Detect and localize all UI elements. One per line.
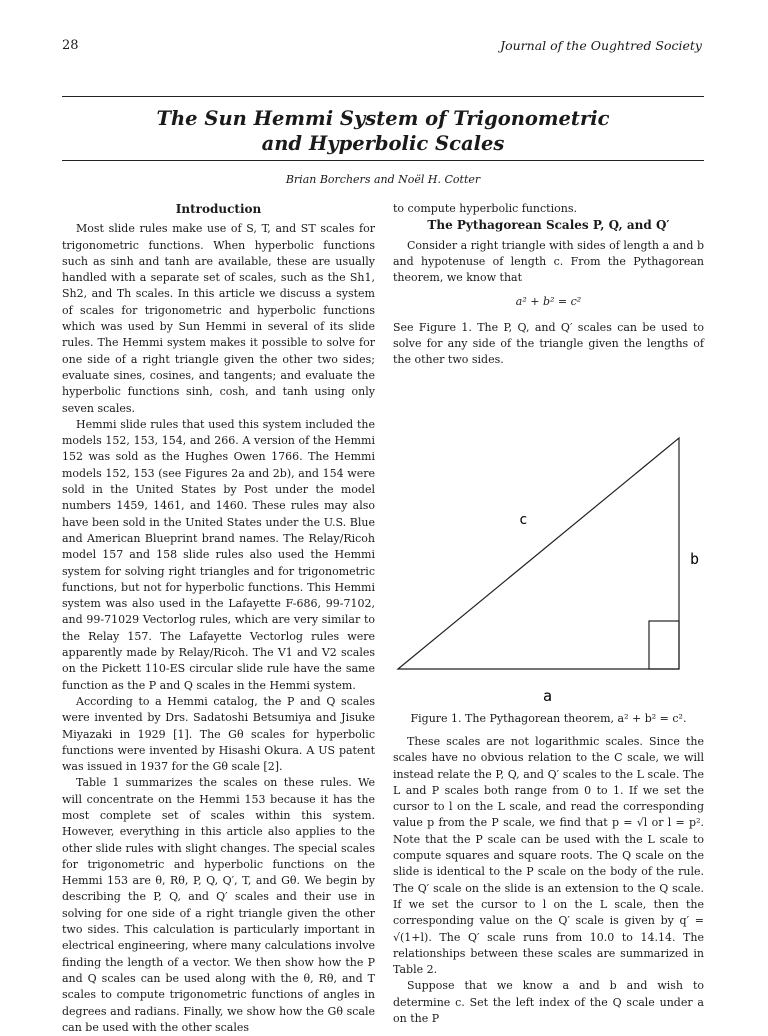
paragraph: Suppose that we know a and b and wish to determine c. Set the left index of the Q scale under a on the P xyxy=(393,979,704,1026)
paragraph: Most slide rules make use of S, T, and ST scales for trigonometric functions. When hyperbolic functions such as sinh and tanh are available, these are usually handled with a separate set of scales, such as the Sh1, Sh2, and Th scales. In this article we discuss a system of scales for trigonometric and hyperbolic functions which was used by Sun Hemmi in several of its slide rules. The Hemmi system makes it possible to solve for one side of a right triangle given the other two sides; evaluate sines, cosines, and tangents; and evaluate the hyperbolic functions sinh, cosh, and tanh using only seven scales. xyxy=(62,222,375,415)
paragraph-continuation: to compute hyperbolic functions. xyxy=(393,202,577,215)
paragraph: Table 1 summarizes the scales on these rules. We will concentrate on the Hemmi 153 because it has the most complete set of scales within this system. However, everything in this article also applies to the other slide rules with slight changes. The special scales for trigonometric and hyperbolic functions on the Hemmi 153 are θ, Rθ, P, Q, Q′, T, and Gθ. We begin by describing the P, Q, and Q′ scales and their use in solving for one side of a right triangle given the other two sides. This calculation is particularly important in electrical engineering, where many calculations involve finding the length of a vector. We then show how the P and Q scales can be used along with the θ, Rθ, and T scales to compute trigonometric functions of angles in degrees and radians. Finally, we show how the Gθ scale can be used with the other scales xyxy=(62,776,375,1034)
journal-name: Journal of the Oughtred Society xyxy=(500,38,702,53)
paragraph: These scales are not logarithmic scales. Since the scales have no obvious relation to the C scale, we will instead relate the P, Q, and Q′ scales to the L scale. The L and P scales both range from 0 to 1. If we set the cursor to l on the L scale, and read the corresponding value p from the P scale, we find that p = √l or l = p². Note that the P scale can be used with the L scale to compute squares and square roots. The Q scale on the slide is identical to the P scale on the body of the rule. The Q′ scale on the slide is an extension to the Q scale. If we set the cursor to l on the L scale, then the corresponding value on the Q′ scale is given by q′ = √(1+l). The Q′ scale runs from 10.0 to 14.14. The relationships between these scales are summarized in Table 2. xyxy=(393,735,704,977)
authors: Brian Borchers and Noël H. Cotter xyxy=(285,173,481,186)
label-side-a: a xyxy=(543,687,553,705)
right-column-bottom xyxy=(393,734,704,1027)
figure-1-triangle xyxy=(393,425,704,705)
label-hypotenuse-c: c xyxy=(519,512,528,528)
page-number: 28 xyxy=(62,38,79,53)
label-side-b: b xyxy=(690,550,700,568)
section-heading-introduction: Introduction xyxy=(175,202,262,216)
article-title xyxy=(62,106,704,156)
title-line-2: and Hyperbolic Scales xyxy=(261,132,505,155)
title-line-1: The Sun Hemmi System of Trigonometric xyxy=(156,107,610,130)
figure-1-caption: Figure 1. The Pythagorean theorem, a² + b² = c². xyxy=(410,712,687,725)
paragraph: Consider a right triangle with sides of length a and b and hypotenuse of length c. From the Pythagorean theorem, we know that xyxy=(393,238,704,285)
section-heading-pythagorean: The Pythagorean Scales P, Q, and Q′ xyxy=(427,218,670,233)
equation: a² + b² = c² xyxy=(515,295,582,309)
title-rule-bottom xyxy=(62,160,704,161)
left-column xyxy=(62,201,375,1036)
paragraph: According to a Hemmi catalog, the P and Q scales were invented by Drs. Sadatoshi Betsumiya and Jisuke Miyazaki in 1929 [1]. The Gθ scales for hyperbolic functions were invented by Hisashi Okura. A US patent was issued in 1937 for the Gθ scale [2]. xyxy=(62,694,375,774)
paragraph: Hemmi slide rules that used this system included the models 152, 153, 154, and 266. A version of the Hemmi 152 was sold as the Hughes Owen 1766. The Hemmi models 152, 153 (see Figures 2a and 2b), and 154 were sold in the United States by Post under the model numbers 1459, 1461, and 1460. These rules may also have been sold in the United States under the U.S. Blue and American Blueprint brand names. The Relay/Ricoh model 157 and 158 slide rules also used the Hemmi system for solving right triangles and for trigonometric functions, but not for hyperbolic functions. This Hemmi system was also used in the Lafayette F-686, 99-7102, and 99-71029 Vectorlog rules, which are very similar to the Relay 157. The Lafayette Vectorlog rules were apparently made by Relay/Ricoh. The V1 and V2 scales on the Pickett 110-ES circular slide rule have the same function as the P and Q scales in the Hemmi system. xyxy=(62,417,375,692)
right-triangle xyxy=(398,438,679,669)
paragraph: See Figure 1. The P, Q, and Q′ scales can be used to solve for any side of the triangle given the lengths of the other two sides. xyxy=(393,320,704,367)
right-column-top xyxy=(393,201,704,369)
right-angle-marker xyxy=(649,621,679,669)
title-rule-top xyxy=(62,96,704,97)
